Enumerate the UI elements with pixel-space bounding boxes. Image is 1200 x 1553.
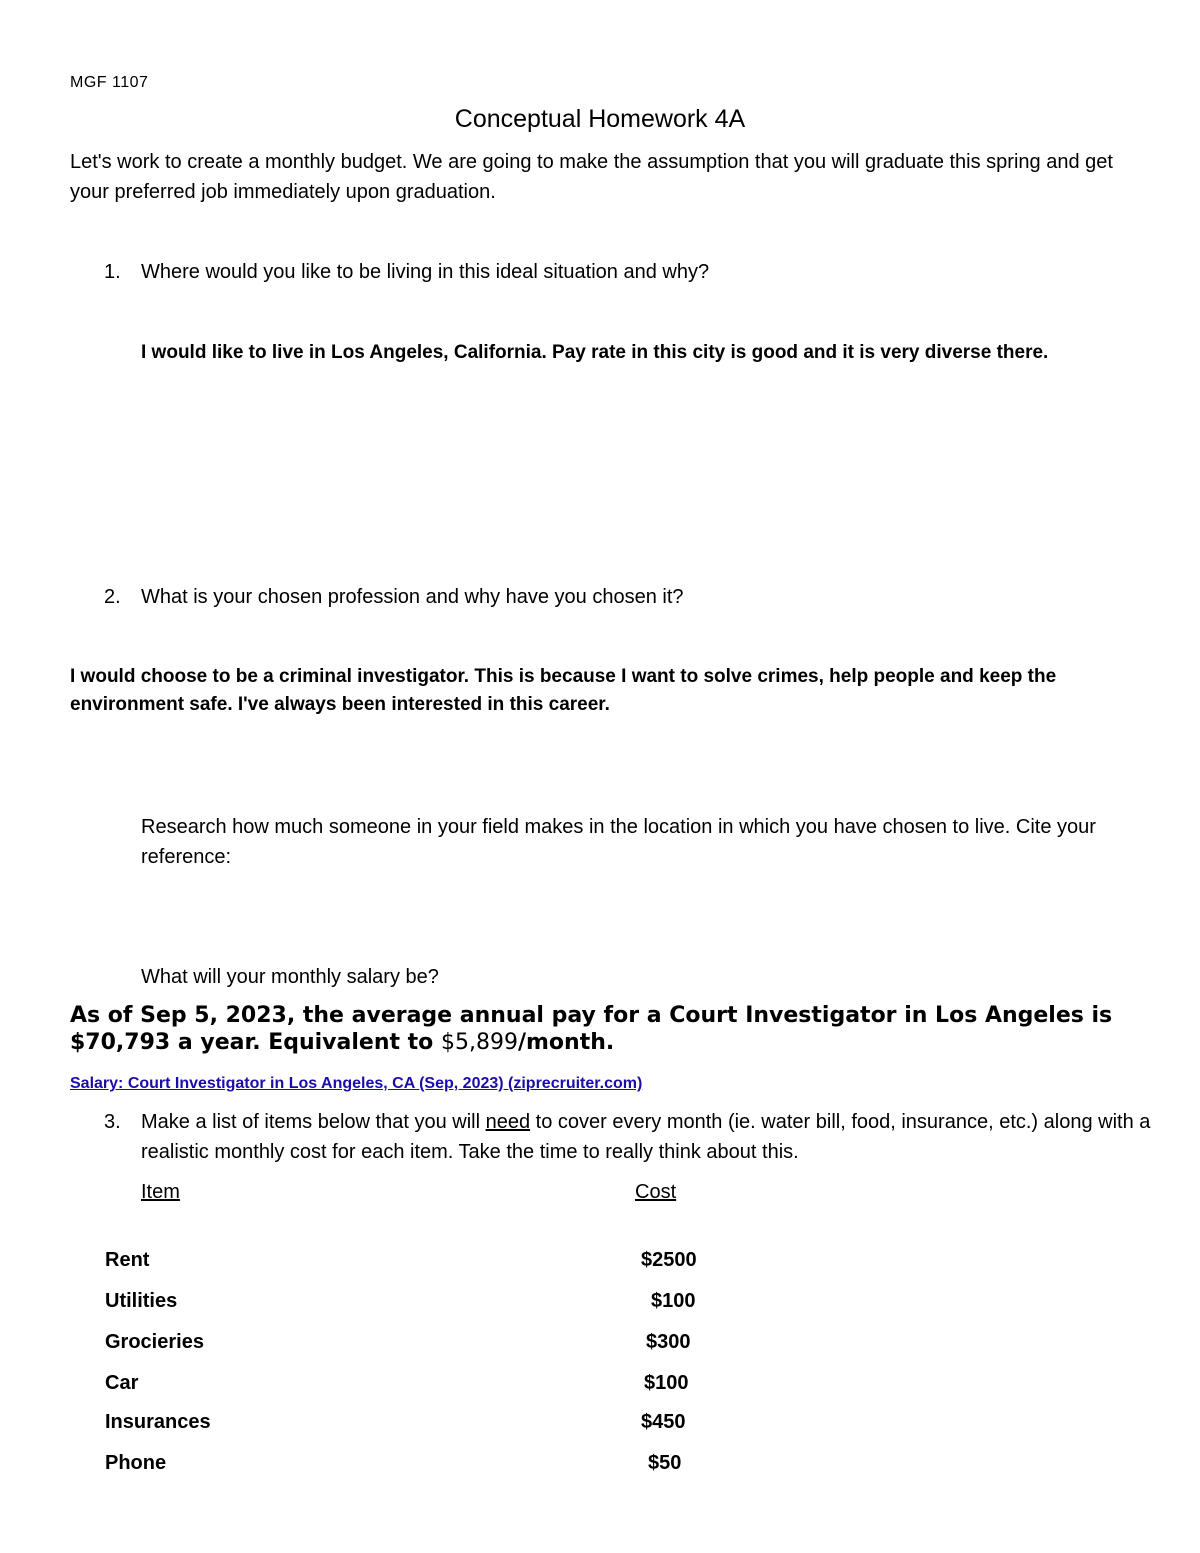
budget-item-label: Insurances: [105, 1411, 211, 1433]
question-3-need-underlined: need: [485, 1111, 531, 1133]
budget-item-label: Rent: [105, 1249, 150, 1271]
research-prompt: Research how much someone in your field makes in the location in which you have chosen to live. Cite your reference:: [141, 816, 1096, 868]
question-1-answer: I would like to live in Los Angeles, California. Pay rate in this city is good and it is very diverse there.: [141, 342, 1049, 363]
salary-question: What will your monthly salary be?: [141, 966, 439, 988]
budget-item-cost: $450: [641, 1411, 686, 1433]
budget-item-cost: $300: [646, 1331, 691, 1353]
salary-answer-tail: /month.: [517, 1030, 615, 1055]
question-3-text-end: to cover every month (ie. water bill, food, insurance, etc.) along with a realistic monthly cost for each item. Take the time to really think about this.: [141, 1111, 1151, 1163]
budget-item-cost: $100: [644, 1372, 689, 1394]
budget-item-label: Car: [105, 1372, 139, 1394]
budget-item-label: Utilities: [105, 1290, 178, 1312]
page-title: Conceptual Homework 4A: [454, 105, 746, 133]
budget-item-label: Grocieries: [105, 1331, 204, 1353]
intro-paragraph: Let's work to create a monthly budget. We are going to make the assumption that you will graduate this spring and get your preferred job immediately upon graduation.: [70, 151, 1113, 203]
budget-item-label: Phone: [105, 1452, 167, 1474]
question-2-answer: I would choose to be a criminal investigator. This is because I want to solve crimes, help people and keep the environment safe. I've always been interested in this career.: [70, 666, 1057, 715]
question-2-number: 2.: [104, 586, 121, 608]
budget-item-cost: $50: [648, 1452, 682, 1474]
question-3-number: 3.: [104, 1111, 121, 1133]
table-header-item: Item: [141, 1181, 180, 1203]
question-3-text: [141, 1107, 1151, 1167]
budget-item-cost: $100: [651, 1290, 696, 1312]
salary-answer-text: As of Sep 5, 2023, the average annual pay for a Court Investigator in Los Angeles is $70,793 a year. Equivalent to: [70, 1003, 1113, 1055]
budget-item-cost: $2500: [641, 1249, 697, 1271]
table-header-cost: Cost: [635, 1181, 677, 1203]
salary-answer: [70, 1002, 1150, 1056]
reference-link[interactable]: Salary: Court Investigator in Los Angeles, CA (Sep, 2023) (ziprecruiter.com): [70, 1075, 643, 1092]
salary-monthly-amount: $5,899: [440, 1030, 518, 1055]
course-code: MGF 1107: [70, 74, 149, 91]
question-1-text: Where would you like to be living in this ideal situation and why?: [141, 261, 710, 283]
question-1-number: 1.: [104, 261, 121, 283]
question-2-text: What is your chosen profession and why have you chosen it?: [141, 586, 684, 608]
question-3-text-start: Make a list of items below that you will: [141, 1111, 486, 1133]
